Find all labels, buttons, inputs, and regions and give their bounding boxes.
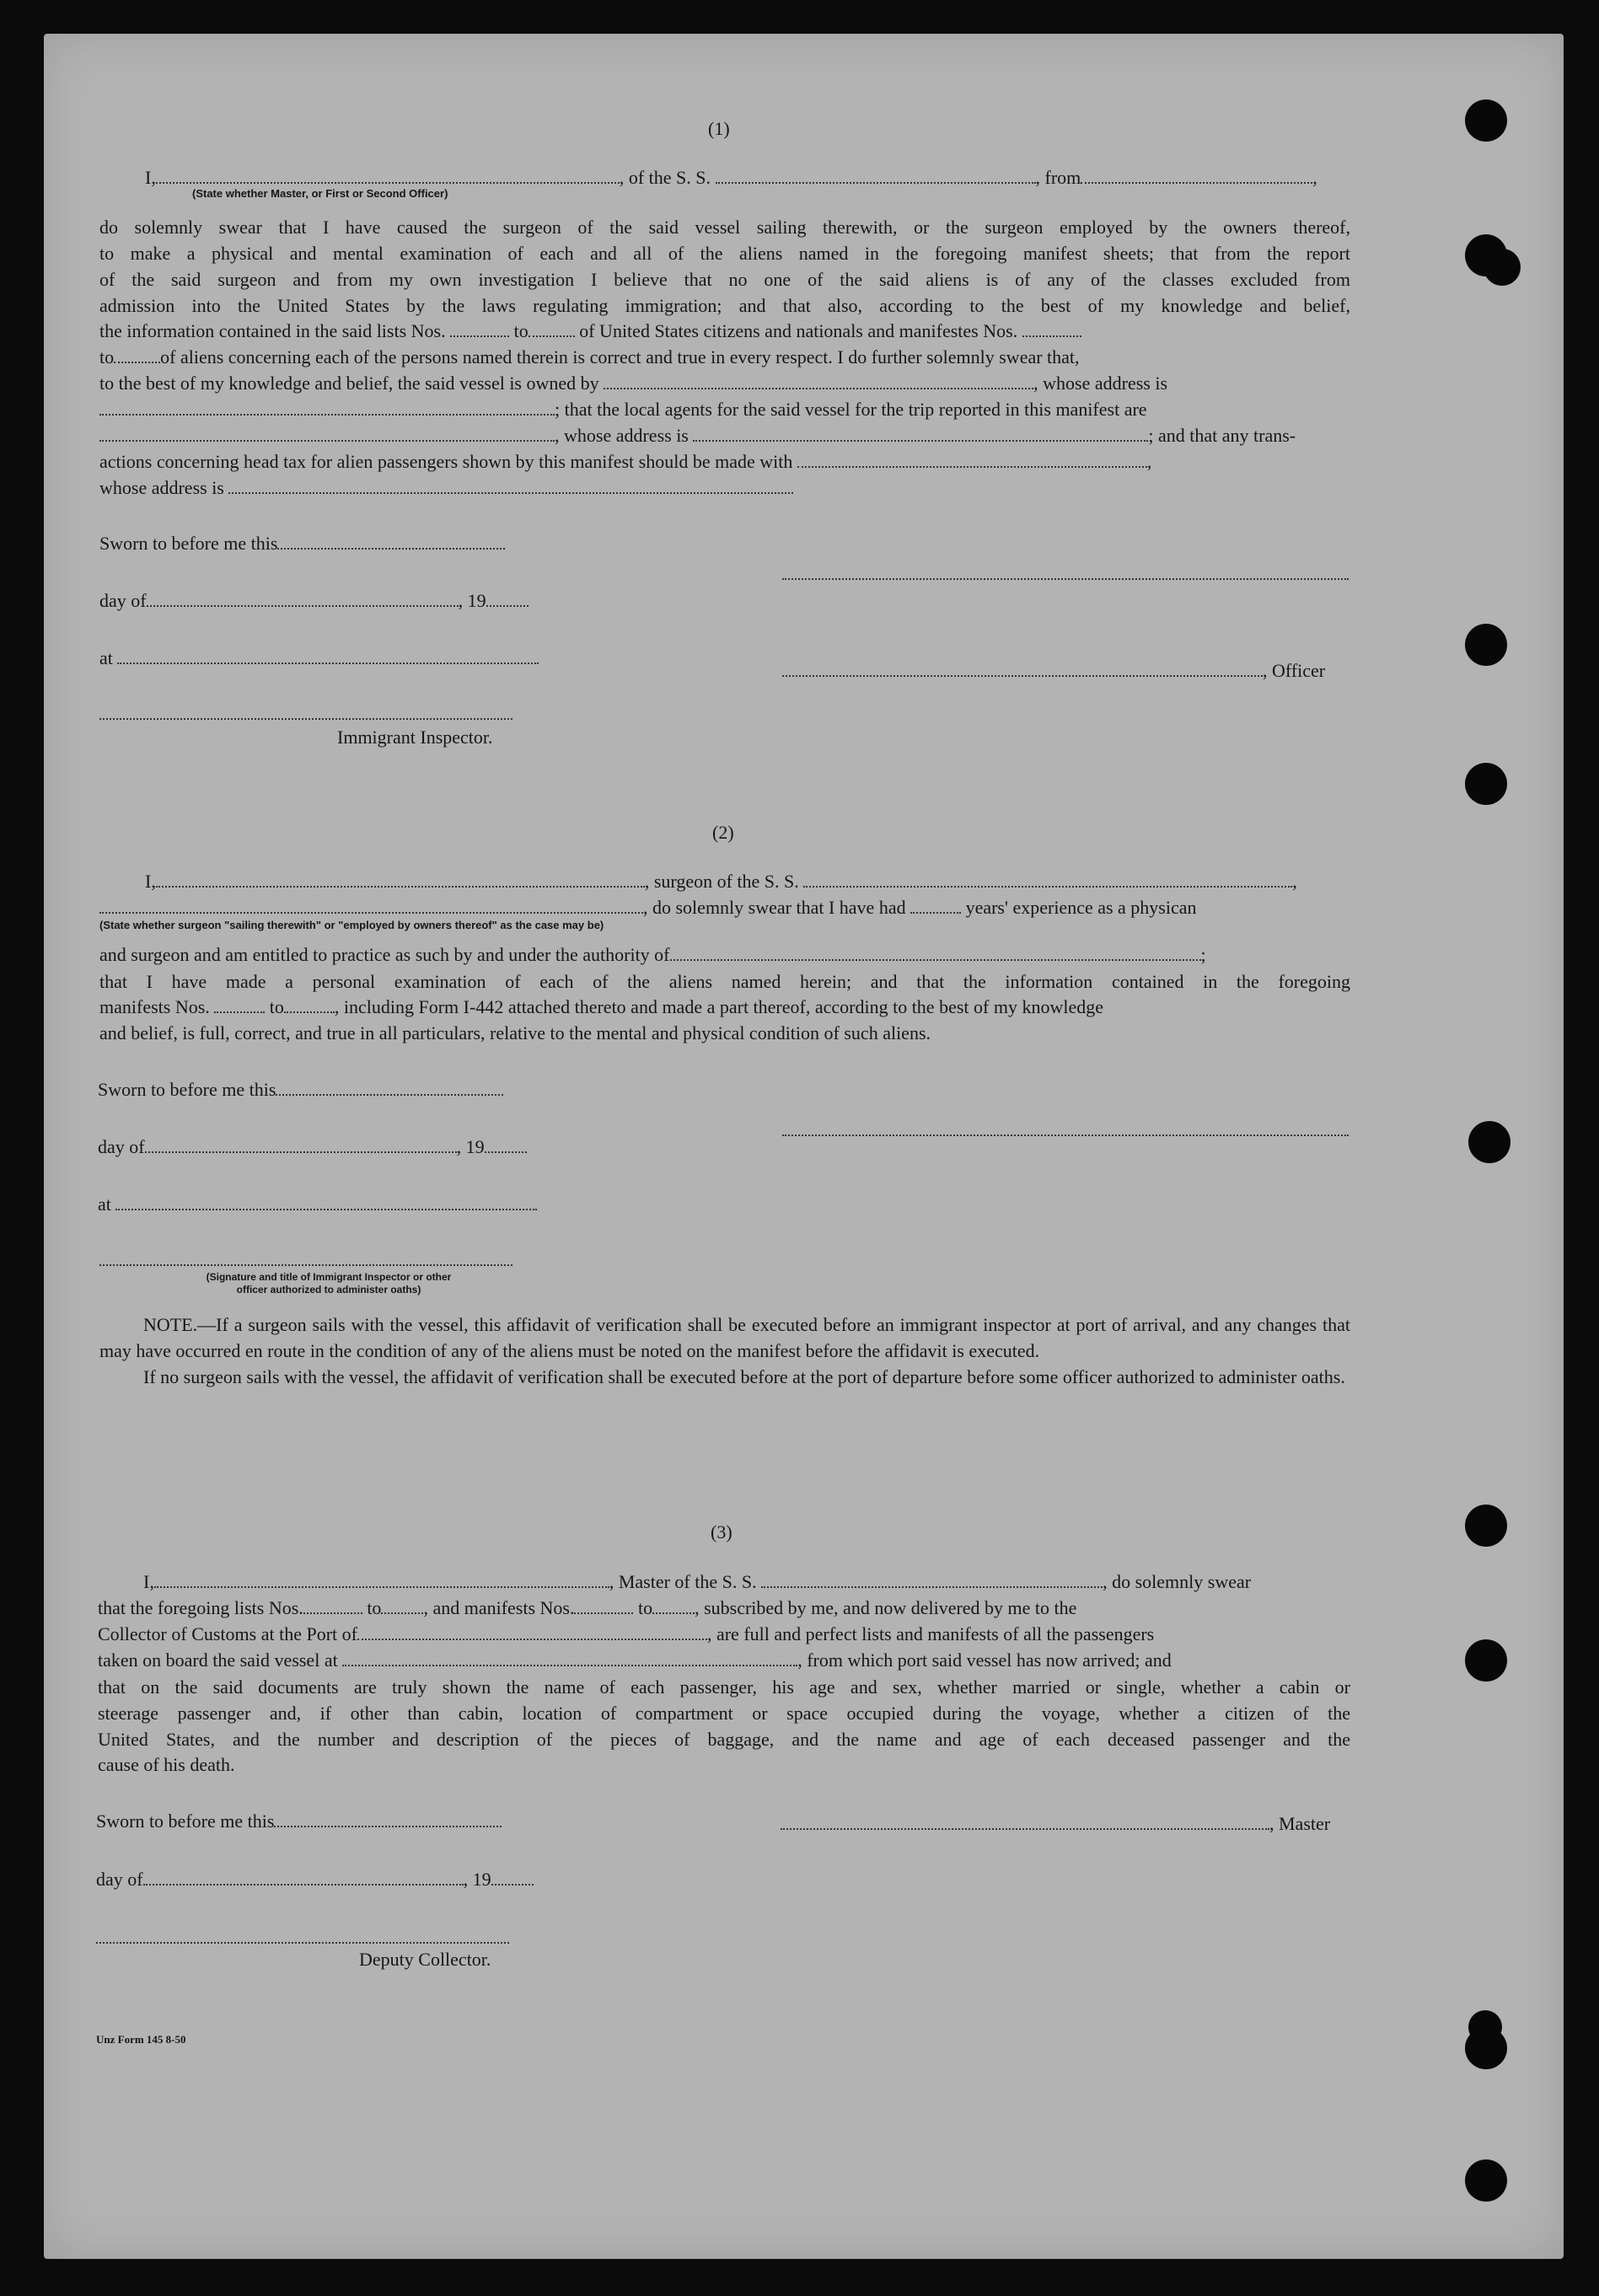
- blank-field[interactable]: [277, 536, 505, 550]
- blank-field[interactable]: [670, 947, 1201, 961]
- text: Sworn to before me this: [98, 1079, 276, 1100]
- blank-field[interactable]: [1081, 170, 1312, 184]
- s1-body-3: of the said surgeon and from my own investigation I believe that no one of the said aliens is of any of the classes excluded from: [99, 269, 1350, 290]
- text: day of: [96, 1869, 143, 1890]
- text: of United States citizens and nationals and manifestes Nos.: [579, 320, 1018, 341]
- s3-line-1: [143, 1571, 1251, 1593]
- s3-collector: Deputy Collector.: [359, 1949, 491, 1970]
- punch-hole: [1468, 2010, 1502, 2044]
- text: I,: [143, 1571, 154, 1592]
- s2-dayof: [98, 1136, 527, 1158]
- blank-field[interactable]: [761, 1574, 1103, 1588]
- text: Collector of Customs at the Port of: [98, 1623, 357, 1644]
- text: taken on board the said vessel at: [98, 1650, 338, 1671]
- text: ,: [1292, 871, 1297, 892]
- s1-signature-line[interactable]: [782, 578, 1349, 580]
- text: , and manifests Nos.: [423, 1597, 575, 1618]
- text: , do solemnly swear that I have had: [643, 897, 906, 918]
- section-3-number: (3): [711, 1521, 732, 1542]
- form-id: Unz Form 145 8-50: [96, 2033, 186, 2046]
- blank-field[interactable]: [604, 376, 1033, 389]
- blank-field[interactable]: [303, 1601, 362, 1614]
- blank-field[interactable]: [228, 480, 793, 494]
- s1-line-6: [99, 346, 1080, 368]
- text: Sworn to before me this: [96, 1811, 275, 1832]
- s1-sworn: [99, 533, 505, 555]
- text: , including Form I-442 attached thereto and made a part thereof, according to the best of my knowledge: [334, 996, 1103, 1017]
- s1-dayof: [99, 590, 529, 612]
- blank-field[interactable]: [156, 874, 645, 888]
- text: of aliens concerning each of the persons named therein is correct and true in every respect. I do further solemnly swear that,: [160, 346, 1080, 367]
- s3-body-1: that on the said documents are truly shown the name of each passenger, his age and sex, whether married or single, whether a cabin or: [98, 1676, 1350, 1698]
- text: day of: [99, 590, 147, 611]
- s2-note: [99, 1312, 1350, 1390]
- s3-master: [781, 1813, 1330, 1835]
- s2-signature-note: [135, 1271, 523, 1296]
- text: , subscribed by me, and now delivered by me to the: [695, 1597, 1077, 1618]
- text: to: [269, 996, 284, 1017]
- punch-hole: [1465, 1505, 1507, 1547]
- blank-field[interactable]: [716, 170, 1036, 184]
- s1-line-5: [99, 320, 1081, 342]
- note-paragraph: NOTE.—If a surgeon sails with the vessel, this affidavit of verification shall be executed before an immigrant inspector at port of arrival, and any changes that may have occurred en route in the condition of any of the aliens must be noted on the manifest before the affidavit is executed.: [99, 1314, 1350, 1361]
- s1-at: [99, 647, 539, 669]
- blank-field[interactable]: [797, 454, 1147, 468]
- s3-last: cause of his death.: [98, 1754, 235, 1775]
- blank-field[interactable]: [99, 402, 555, 416]
- text: ; and that any trans-: [1148, 425, 1296, 446]
- note-paragraph: If no surgeon sails with the vessel, the affidavit of verification shall be executed before at the port of departure before some officer authorized to administer oaths.: [143, 1366, 1345, 1387]
- s1-inspector-line[interactable]: [99, 718, 512, 720]
- blank-field[interactable]: [652, 1601, 695, 1614]
- s2-title-note: (State whether surgeon "sailing therewith" or "employed by owners thereof" as the case may be): [99, 919, 604, 931]
- s2-line-1: [145, 871, 1297, 893]
- punch-hole: [1465, 624, 1507, 666]
- section-2-number: (2): [712, 822, 734, 843]
- punch-hole: [1465, 763, 1507, 805]
- blank-field[interactable]: [781, 1816, 1269, 1830]
- s2-line-4: that I have made a personal examination of each of the aliens named herein; and that the information contained in the foregoing: [99, 971, 1350, 992]
- blank-field[interactable]: [910, 900, 961, 914]
- text: , Master of the S. S.: [609, 1571, 757, 1592]
- s2-inspector-line[interactable]: [99, 1264, 512, 1266]
- text: to the best of my knowledge and belief, the said vessel is owned by: [99, 373, 599, 394]
- blank-field[interactable]: [147, 593, 459, 607]
- blank-field[interactable]: [491, 1872, 534, 1886]
- s2-line-5: [99, 996, 1103, 1018]
- punch-hole: [1465, 1639, 1507, 1682]
- text: I,: [145, 167, 156, 188]
- text: at: [98, 1194, 111, 1215]
- s1-line-7: [99, 373, 1167, 394]
- text: to: [367, 1597, 382, 1618]
- text: ,: [1312, 167, 1317, 188]
- text: actions concerning head tax for alien passengers shown by this manifest should be made with: [99, 451, 793, 472]
- s1-line-1: [145, 167, 1317, 189]
- s1-officer: [782, 660, 1325, 682]
- text: ,: [1146, 451, 1152, 472]
- s2-line-3: [99, 944, 1206, 966]
- blank-field[interactable]: [782, 663, 1263, 677]
- s3-line-4: [98, 1650, 1172, 1671]
- blank-field[interactable]: [529, 324, 575, 337]
- s2-sworn: [98, 1079, 503, 1101]
- blank-field[interactable]: [381, 1601, 423, 1614]
- text: , surgeon of the S. S.: [644, 871, 799, 892]
- text: , do solemnly swear: [1103, 1571, 1252, 1592]
- blank-field[interactable]: [156, 170, 620, 184]
- blank-field[interactable]: [450, 324, 509, 337]
- text: at: [99, 647, 113, 668]
- text: I,: [145, 871, 156, 892]
- s2-line-6: and belief, is full, correct, and true in all particulars, relative to the mental and physical condition of such aliens.: [99, 1022, 931, 1043]
- text: , 19: [463, 1869, 491, 1890]
- s1-line-9: [99, 425, 1296, 447]
- blank-field[interactable]: [342, 1653, 797, 1666]
- blank-field[interactable]: [114, 350, 160, 363]
- s1-body-1: do solemnly swear that I have caused the surgeon of the said vessel sailing therewith, or the surgeon employed by the owners thereof,: [99, 217, 1350, 238]
- text: , 19: [458, 590, 486, 611]
- s1-line-8: [99, 399, 1147, 421]
- s3-line-3: [98, 1623, 1154, 1645]
- text: , of the S. S.: [619, 167, 711, 188]
- s3-body-2: steerage passenger and, if other than cabin, location of compartment or space occupied during the voyage, whether a citizen of the: [98, 1703, 1350, 1724]
- blank-field[interactable]: [99, 428, 555, 442]
- s3-collector-line[interactable]: [96, 1942, 509, 1944]
- text: , Master: [1269, 1813, 1331, 1834]
- s1-line-10: [99, 451, 1151, 473]
- text: manifests Nos.: [99, 996, 210, 1017]
- s1-body-2: to make a physical and mental examination of each and all of the aliens named in the foregoing manifest sheets; that from the report: [99, 243, 1350, 264]
- s3-dayof: [96, 1869, 534, 1891]
- s3-body-3: United States, and the number and description of the pieces of baggage, and the name and age of each deceased passenger and the: [98, 1729, 1350, 1750]
- text: (Signature and title of Immigrant Inspector or other: [206, 1271, 452, 1283]
- blank-field[interactable]: [143, 1872, 464, 1886]
- s1-inspector: Immigrant Inspector.: [337, 727, 493, 748]
- punch-hole: [1465, 2159, 1507, 2202]
- text: , from: [1035, 167, 1081, 188]
- blank-field[interactable]: [693, 428, 1148, 442]
- punch-hole: [1484, 249, 1521, 286]
- s1-body-4: admission into the United States by the laws regulating immigration; and that also, according to the best of my knowledge and belief,: [99, 295, 1350, 316]
- text: to: [99, 346, 115, 367]
- s2-signature-line[interactable]: [782, 1135, 1349, 1136]
- blank-field[interactable]: [357, 1627, 707, 1640]
- blank-field[interactable]: [485, 1140, 527, 1153]
- s3-line-2: [98, 1597, 1076, 1619]
- text: whose address is: [99, 477, 224, 498]
- blank-field[interactable]: [574, 1601, 633, 1614]
- text: and surgeon and am entitled to practice as such by and under the authority of: [99, 944, 670, 965]
- text: the information contained in the said lists Nos.: [99, 320, 446, 341]
- text: ; that the local agents for the said vessel for the trip reported in this manifest are: [555, 399, 1147, 420]
- s1-line-11: [99, 477, 793, 499]
- punch-hole: [1465, 99, 1507, 142]
- text: , Officer: [1263, 660, 1326, 681]
- blank-field[interactable]: [803, 874, 1292, 888]
- punch-hole: [1468, 1121, 1510, 1163]
- text: , whose address is: [1033, 373, 1168, 394]
- text: , whose address is: [555, 425, 689, 446]
- text: Sworn to before me this: [99, 533, 278, 554]
- s1-title-note: (State whether Master, or First or Second Officer): [192, 187, 448, 200]
- text: ;: [1200, 944, 1206, 965]
- blank-field[interactable]: [214, 1000, 265, 1013]
- s2-line-2: [99, 897, 1197, 919]
- blank-field[interactable]: [274, 1814, 502, 1827]
- text: , are full and perfect lists and manifests of all the passengers: [706, 1623, 1155, 1644]
- blank-field[interactable]: [276, 1082, 503, 1096]
- text: to: [513, 320, 529, 341]
- blank-field[interactable]: [154, 1574, 609, 1588]
- text: officer authorized to administer oaths): [236, 1284, 421, 1296]
- s3-sworn: [96, 1811, 502, 1832]
- text: day of: [98, 1136, 145, 1157]
- section-1-number: (1): [708, 118, 730, 139]
- text: , from which port said vessel has now arrived; and: [797, 1650, 1172, 1671]
- text: that the foregoing lists Nos.: [98, 1597, 303, 1618]
- blank-field[interactable]: [115, 1197, 537, 1210]
- text: years' experience as a physican: [965, 897, 1197, 918]
- blank-field[interactable]: [1022, 324, 1081, 337]
- text: , 19: [456, 1136, 485, 1157]
- blank-field[interactable]: [117, 651, 539, 664]
- s2-at: [98, 1194, 537, 1215]
- blank-field[interactable]: [486, 593, 529, 607]
- blank-field[interactable]: [284, 1000, 335, 1013]
- blank-field[interactable]: [99, 900, 643, 914]
- text: to: [637, 1597, 653, 1618]
- blank-field[interactable]: [145, 1140, 457, 1153]
